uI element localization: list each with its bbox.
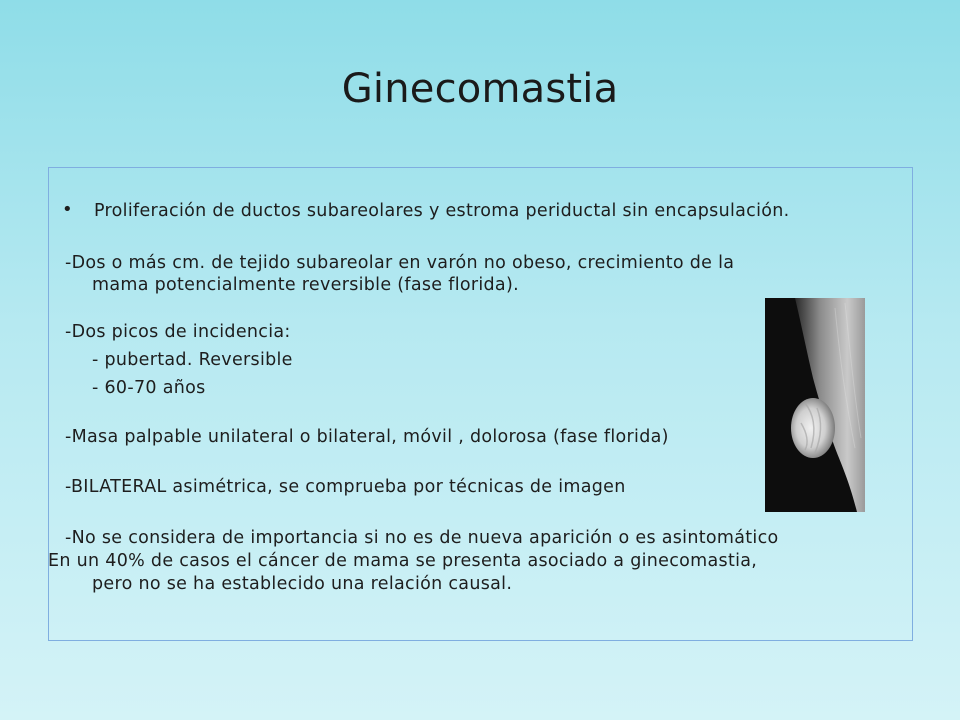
paragraph-1-line-2: mama potencialmente reversible (fase florida).	[92, 275, 519, 295]
paragraph-4: -BILATERAL asimétrica, se comprueba por técnicas de imagen	[65, 477, 626, 497]
paragraph-2-line-2: - pubertad. Reversible	[92, 350, 293, 370]
paragraph-2-line-1: -Dos picos de incidencia:	[65, 322, 291, 342]
bullet-text: Proliferación de ductos subareolares y estroma periductal sin encapsulación.	[94, 201, 790, 221]
paragraph-1-line-1: -Dos o más cm. de tejido subareolar en varón no obeso, crecimiento de la	[65, 253, 735, 273]
bullet-dot: •	[62, 199, 73, 220]
paragraph-3: -Masa palpable unilateral o bilateral, móvil , dolorosa (fase florida)	[65, 427, 669, 447]
paragraph-5: -No se considera de importancia si no es de nueva aparición o es asintomático	[65, 528, 779, 548]
paragraph-6-line-2: pero no se ha establecido una relación causal.	[92, 574, 513, 594]
mammogram-image	[765, 298, 865, 512]
slide-title: Ginecomastia	[341, 66, 619, 112]
paragraph-6-line-1: En un 40% de casos el cáncer de mama se presenta asociado a ginecomastia,	[48, 551, 758, 571]
paragraph-2-line-3: - 60-70 años	[92, 378, 206, 398]
